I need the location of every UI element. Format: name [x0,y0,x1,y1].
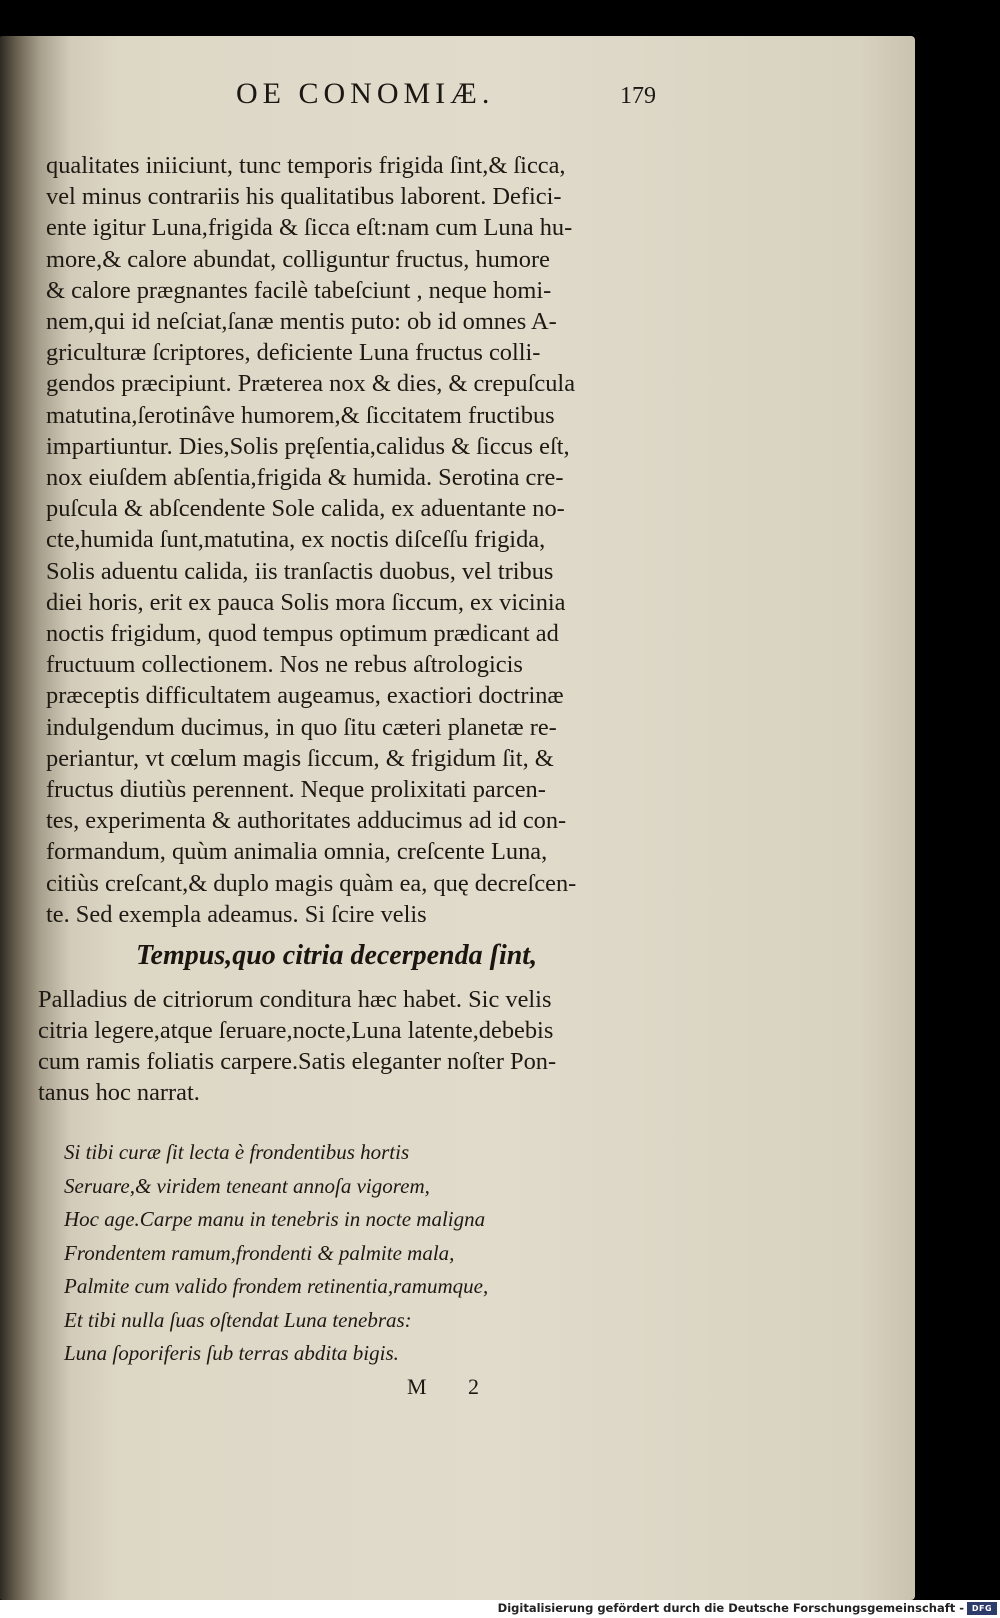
text-line: Solis aduentu calida, iis tranſactis duobus, vel tribus [46,557,554,585]
text-line: nox eiuſdem abſentia,frigida & humida. Serotina cre- [46,464,564,492]
second-paragraph [38,984,678,1108]
text-line: nem,qui id neſciat,ſanæ mentis puto: ob id omnes A- [46,308,557,336]
text-line: citiùs creſcant,& duplo magis quàm ea, quę decreſcen- [46,869,577,897]
text-line: cte,humida ſunt,matutina, ex noctis diſceſſu frigida, [46,526,546,554]
page-number: 179 [620,83,656,109]
text-line: diei horis, erit ex pauca Solis mora ſiccum, ex vicinia [46,588,566,616]
text-line: fructuum collectionem. Nos ne rebus aſtrologicis [46,651,523,679]
text-line: more,& calore abundat, colliguntur fructus, humore [46,245,550,273]
running-title: OE CONOMIÆ. [236,77,495,110]
verse-line: Si tibi curæ ſit lecta è frondentibus hortis [64,1140,410,1164]
text-line: vel minus contrariis his qualitatibus laborent. Defici- [46,183,562,211]
text-line: te. Sed exempla adeamus. Si ſcire velis [46,900,427,928]
signature-mark: M 2 [407,1374,498,1399]
text-line: periantur, vt cœlum magis ſiccum, & frigidum ſit, & [46,744,554,772]
verse-line: Hoc age.Carpe manu in tenebris in nocte maligna [64,1207,486,1231]
funding-credit: Digitalisierung gefördert durch die Deutsche Forschungsgemeinschaft - [497,1601,964,1615]
text-line: indulgendum ducimus, in quo ſitu cæteri planetæ re- [46,713,557,741]
text-line: puſcula & abſcendente Sole calida, ex aduentante no- [46,495,565,523]
verse-line: Palmite cum valido frondem retinentia,ramumque, [64,1274,489,1298]
text-line: matutina,ſerotinâve humorem,& ſiccitatem fructibus [46,401,555,429]
verse-line: Luna ſoporiferis ſub terras abdita bigis. [64,1341,399,1365]
text-line: griculturæ ſcriptores, deficiente Luna fructus colli- [46,339,541,367]
text-line: impartiuntur. Dies,Solis pręſentia,calidus & ſiccus eſt, [46,432,570,460]
text-line: præceptis difficultatem augeamus, exactiori doctrinæ [46,682,564,710]
dfg-logo: DFG [967,1602,997,1615]
text-line: citria legere,atque ſeruare,nocte,Luna latente,debebis [38,1017,554,1044]
text-line: noctis frigidum, quod tempus optimum prædicant ad [46,620,559,648]
body-paragraph [46,150,676,930]
text-line: tanus hoc narrat. [38,1079,200,1106]
text-line: qualitates iniiciunt, tunc temporis frigida ſint,& ſicca, [46,152,566,179]
page-header [236,77,656,127]
text-line: fructus diutiùs perennent. Neque prolixitati parcen- [46,776,546,804]
text-line: cum ramis foliatis carpere.Satis eleganter noſter Pon- [38,1048,557,1075]
text-line: formandum, quùm animalia omnia, creſcente Luna, [46,838,548,866]
footer-bar [0,1600,1000,1618]
text-line: gendos præcipiunt. Præterea nox & dies, & crepuſcula [46,370,576,398]
section-heading: Tempus,quo citria decerpenda ſint, [136,940,538,971]
verse-quotation [64,1136,664,1371]
verse-line: Et tibi nulla ſuas oſtendat Luna tenebras: [64,1307,412,1332]
text-line: tes, experimenta & authoritates adducimus ad id con- [46,807,567,835]
verse-line: Frondentem ramum,frondenti & palmite mala, [64,1240,455,1265]
text-line: & calore prægnantes facilè tabeſciunt , neque homi- [46,276,552,304]
verse-line: Seruare,& viridem teneant annoſa vigorem, [64,1173,430,1198]
text-line: ente igitur Luna,frigida & ſicca eſt:nam cum Luna hu- [46,214,573,242]
text-line: Palladius de citriorum conditura hæc habet. Sic velis [38,986,552,1013]
